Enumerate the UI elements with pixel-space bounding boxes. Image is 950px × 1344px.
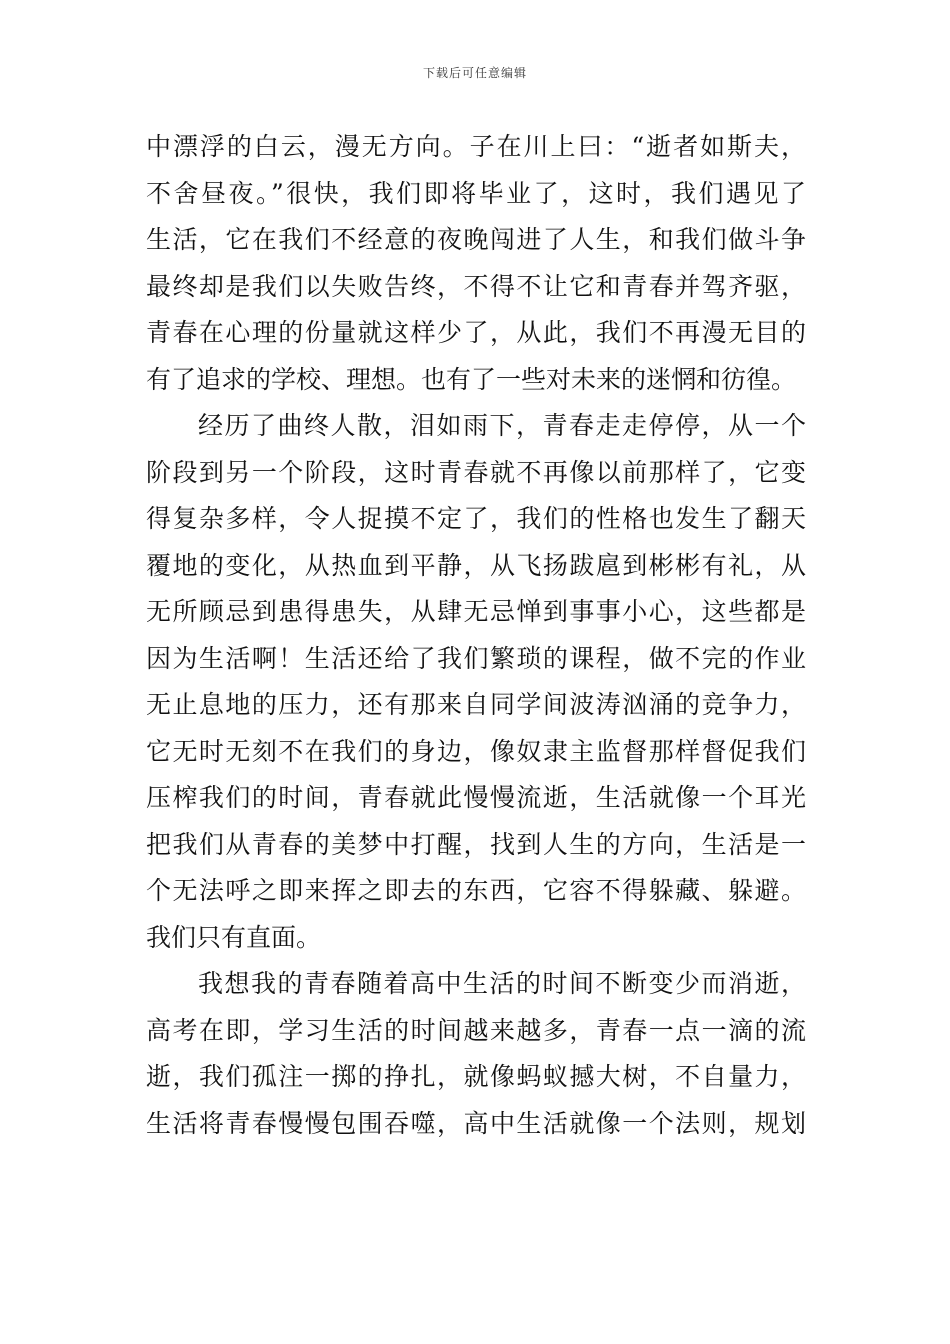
text-line: 生活，它在我们不经意的夜晚闯进了人生，和我们做斗争 [146,225,806,254]
text-line: 无止息地的压力，还有那来自同学间波涛汹涌的竞争力， [146,690,806,719]
text-line: 无所顾忌到患得患失，从肆无忌惮到事事小心，这些都是 [146,597,806,626]
text-line: 高考在即，学习生活的时间越来越多，青春一点一滴的流 [146,1015,806,1045]
page-header: 下载后可任意编辑 [422,66,527,80]
document-body [146,124,806,1147]
text-line: 压榨我们的时间，青春就此慢慢流逝，生活就像一个耳光 [146,783,806,812]
text-line: 最终却是我们以失败告终，不得不让它和青春并驾齐驱， [146,271,806,301]
text-line: 不舍昼夜。”很快，我们即将毕业了，这时，我们遇见了 [146,178,806,208]
text-line: 中漂浮的白云，漫无方向。子在川上曰：“逝者如斯夫， [146,132,806,161]
paragraph-first-line: 经历了曲终人散，泪如雨下，青春走走停停，从一个 [198,411,806,440]
text-line: 覆地的变化，从热血到平静，从飞扬跋扈到彬彬有礼，从 [146,550,806,580]
text-line: 阶段到另一个阶段，这时青春就不再像以前那样了，它变 [146,457,806,487]
text-line: 我们只有直面。 [146,922,322,952]
text-line: 生活将青春慢慢包围吞噬，高中生活就像一个法则，规划 [146,1108,806,1138]
text-line: 青春在心理的份量就这样少了，从此，我们不再漫无目的 [146,318,806,347]
text-line: 有了追求的学校、理想。也有了一些对未来的迷惘和彷徨。 [146,364,797,394]
text-line: 因为生活啊！生活还给了我们繁琐的课程，做不完的作业 [146,643,806,673]
text-line: 逝，我们孤注一掷的挣扎，就像蚂蚁撼大树，不自量力， [146,1062,806,1091]
text-line: 个无法呼之即来挥之即去的东西，它容不得躲藏、躲避。 [146,876,806,905]
text-line: 把我们从青春的美梦中打醒，找到人生的方向，生活是一 [146,829,806,859]
paragraph-first-line: 我想我的青春随着高中生活的时间不断变少而消逝， [198,969,806,998]
text-line: 它无时无刻不在我们的身边，像奴隶主监督那样督促我们 [146,736,806,766]
text-line: 得复杂多样，令人捉摸不定了，我们的性格也发生了翻天 [146,504,806,533]
